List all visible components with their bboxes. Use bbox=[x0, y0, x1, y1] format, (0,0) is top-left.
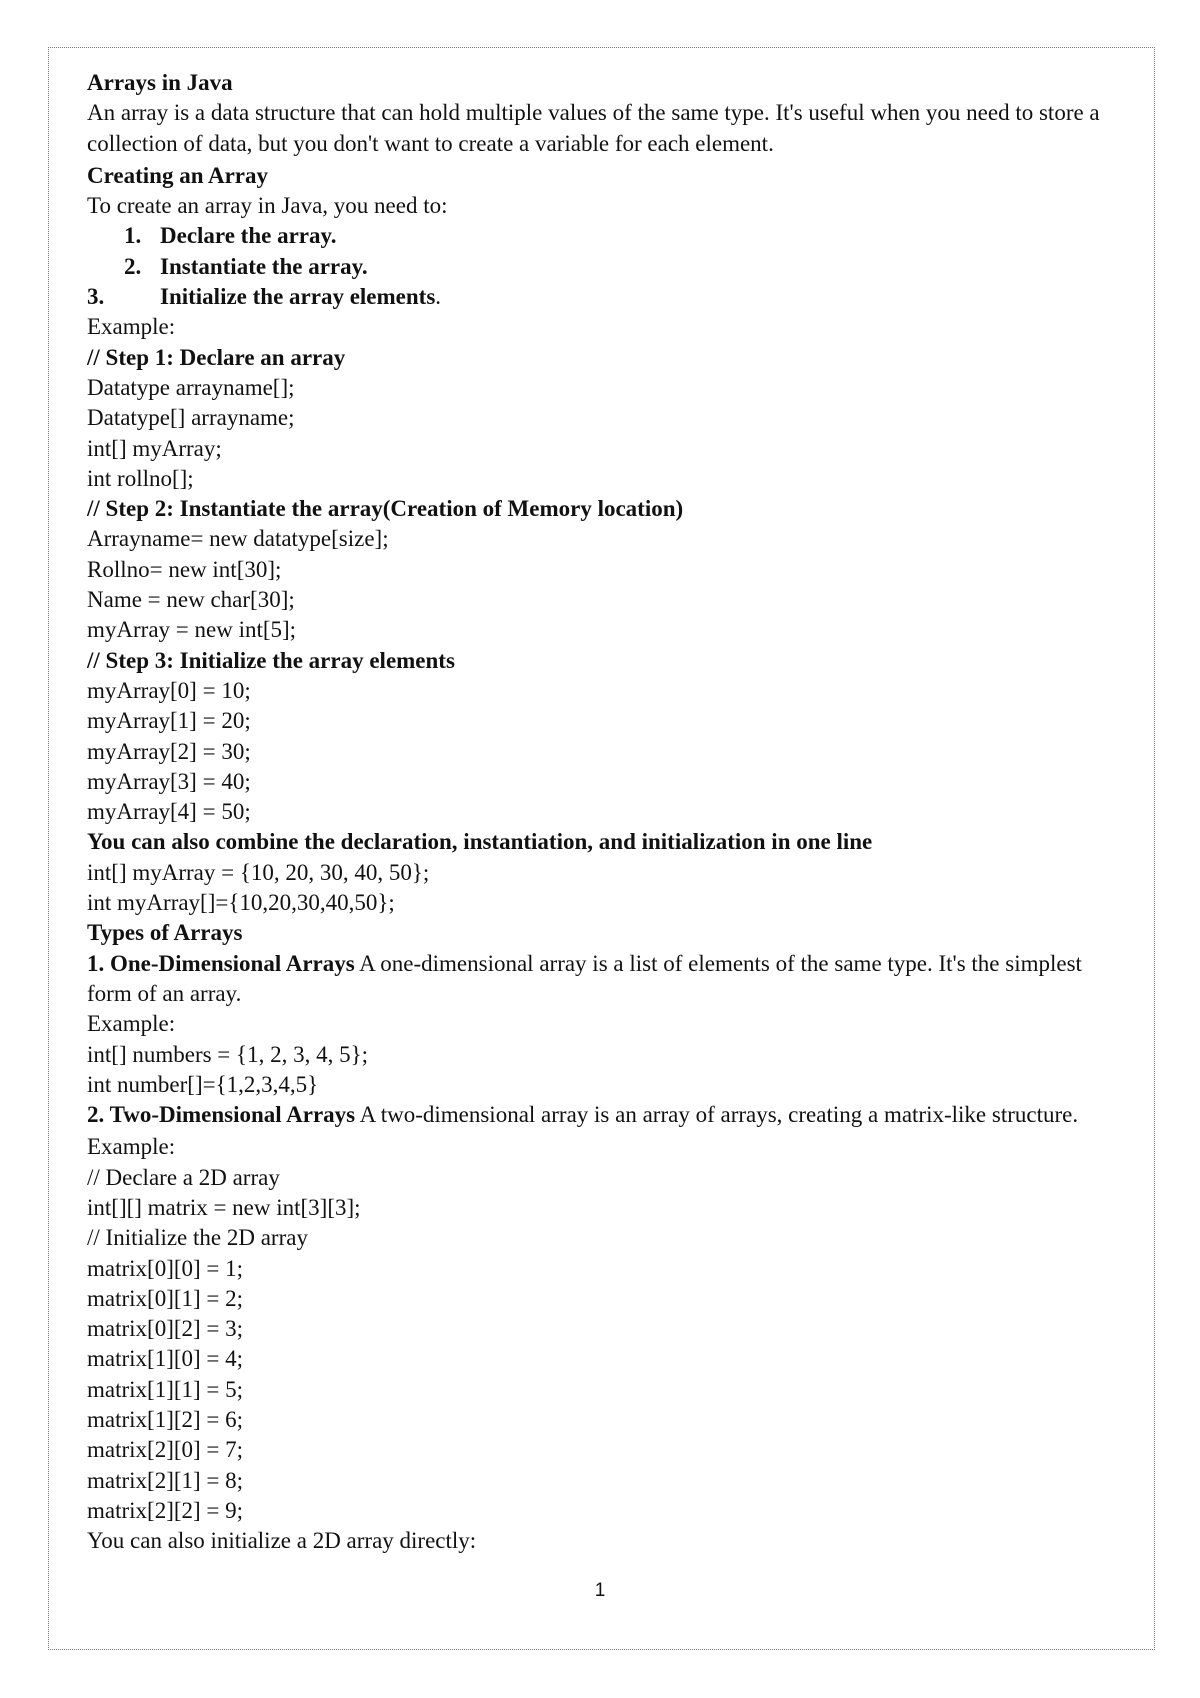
code-comment: // Initialize the 2D array bbox=[87, 1225, 308, 1251]
step-list-item bbox=[87, 221, 1127, 251]
code-line: int number[]={1,2,3,4,5} bbox=[87, 1071, 319, 1097]
direct-init-note: You can also initialize a 2D array directly: bbox=[87, 1528, 477, 1554]
types-heading: Types of Arrays bbox=[87, 920, 243, 946]
page-number: 1 bbox=[594, 1580, 606, 1601]
step-list-item bbox=[87, 252, 1127, 282]
code-line: int[] numbers = {1, 2, 3, 4, 5}; bbox=[87, 1041, 368, 1067]
code-line: myArray = new int[5]; bbox=[87, 617, 297, 643]
step-suffix: . bbox=[435, 284, 442, 310]
combine-note: You can also combine the declaration, instantiation, and initialization in one line bbox=[87, 829, 873, 855]
code-line: int[] myArray = {10, 20, 30, 40, 50}; bbox=[87, 859, 430, 885]
step-number: 1. bbox=[124, 223, 142, 249]
example-label: Example: bbox=[87, 1011, 176, 1037]
code-line: matrix[2][2] = 9; bbox=[87, 1497, 244, 1523]
code-line: int[][] matrix = new int[3][3]; bbox=[87, 1194, 361, 1220]
one-d-desc: A one-dimensional array is a list of elements of the same type. It's the simplest form of an array. bbox=[87, 950, 1082, 1006]
code-line: Rollno= new int[30]; bbox=[87, 556, 282, 582]
two-d-desc: A two-dimensional array is an array of arrays, creating a matrix-like structure. bbox=[355, 1102, 1079, 1128]
step-number: 3. bbox=[87, 284, 105, 310]
code-line: myArray[1] = 20; bbox=[87, 708, 251, 734]
code-line: int[] myArray; bbox=[87, 435, 222, 461]
document-body bbox=[87, 68, 1127, 1557]
two-d-paragraph bbox=[87, 1100, 1127, 1130]
step-text: Declare the array. bbox=[160, 223, 337, 249]
step3-comment: // Step 3: Initialize the array elements bbox=[87, 647, 455, 673]
step-number: 2. bbox=[124, 253, 142, 279]
code-line: Datatype[] arrayname; bbox=[87, 405, 295, 431]
code-line: matrix[2][0] = 7; bbox=[87, 1437, 244, 1463]
example-label: Example: bbox=[87, 1134, 176, 1160]
code-line: myArray[0] = 10; bbox=[87, 677, 251, 703]
code-line: Name = new char[30]; bbox=[87, 587, 295, 613]
code-line: matrix[1][2] = 6; bbox=[87, 1407, 244, 1433]
code-comment: // Declare a 2D array bbox=[87, 1164, 280, 1190]
step2-comment: // Step 2: Instantiate the array(Creation of Memory location) bbox=[87, 496, 684, 522]
code-line: myArray[3] = 40; bbox=[87, 768, 251, 794]
step-text: Initialize the array elements bbox=[160, 284, 436, 310]
code-line: matrix[0][0] = 1; bbox=[87, 1255, 244, 1281]
page-title: Arrays in Java bbox=[87, 70, 233, 95]
code-line: matrix[0][2] = 3; bbox=[87, 1316, 244, 1342]
code-line: matrix[2][1] = 8; bbox=[87, 1467, 244, 1493]
intro-paragraph: An array is a data structure that can hold multiple values of the same type. It's useful when you need to store a collection of data, but you don't want to create a variable for each element. bbox=[87, 100, 1100, 156]
code-line: Datatype arrayname[]; bbox=[87, 374, 295, 400]
creating-array-lead: To create an array in Java, you need to: bbox=[87, 193, 448, 219]
step1-comment: // Step 1: Declare an array bbox=[87, 344, 346, 370]
one-d-paragraph bbox=[87, 949, 1127, 1010]
one-d-title: 1. One-Dimensional Arrays bbox=[87, 950, 355, 976]
code-line: myArray[2] = 30; bbox=[87, 738, 251, 764]
code-line: int rollno[]; bbox=[87, 465, 194, 491]
step-list-item bbox=[87, 282, 1127, 312]
example-label: Example: bbox=[87, 314, 176, 340]
code-line: myArray[4] = 50; bbox=[87, 799, 251, 825]
code-line: matrix[1][0] = 4; bbox=[87, 1346, 244, 1372]
step-text: Instantiate the array. bbox=[160, 253, 368, 279]
creating-array-heading: Creating an Array bbox=[87, 162, 269, 188]
code-line: matrix[0][1] = 2; bbox=[87, 1285, 244, 1311]
two-d-title: 2. Two-Dimensional Arrays bbox=[87, 1102, 356, 1128]
code-line: int myArray[]={10,20,30,40,50}; bbox=[87, 890, 395, 916]
code-line: matrix[1][1] = 5; bbox=[87, 1376, 244, 1402]
code-line: Arrayname= new datatype[size]; bbox=[87, 526, 389, 552]
